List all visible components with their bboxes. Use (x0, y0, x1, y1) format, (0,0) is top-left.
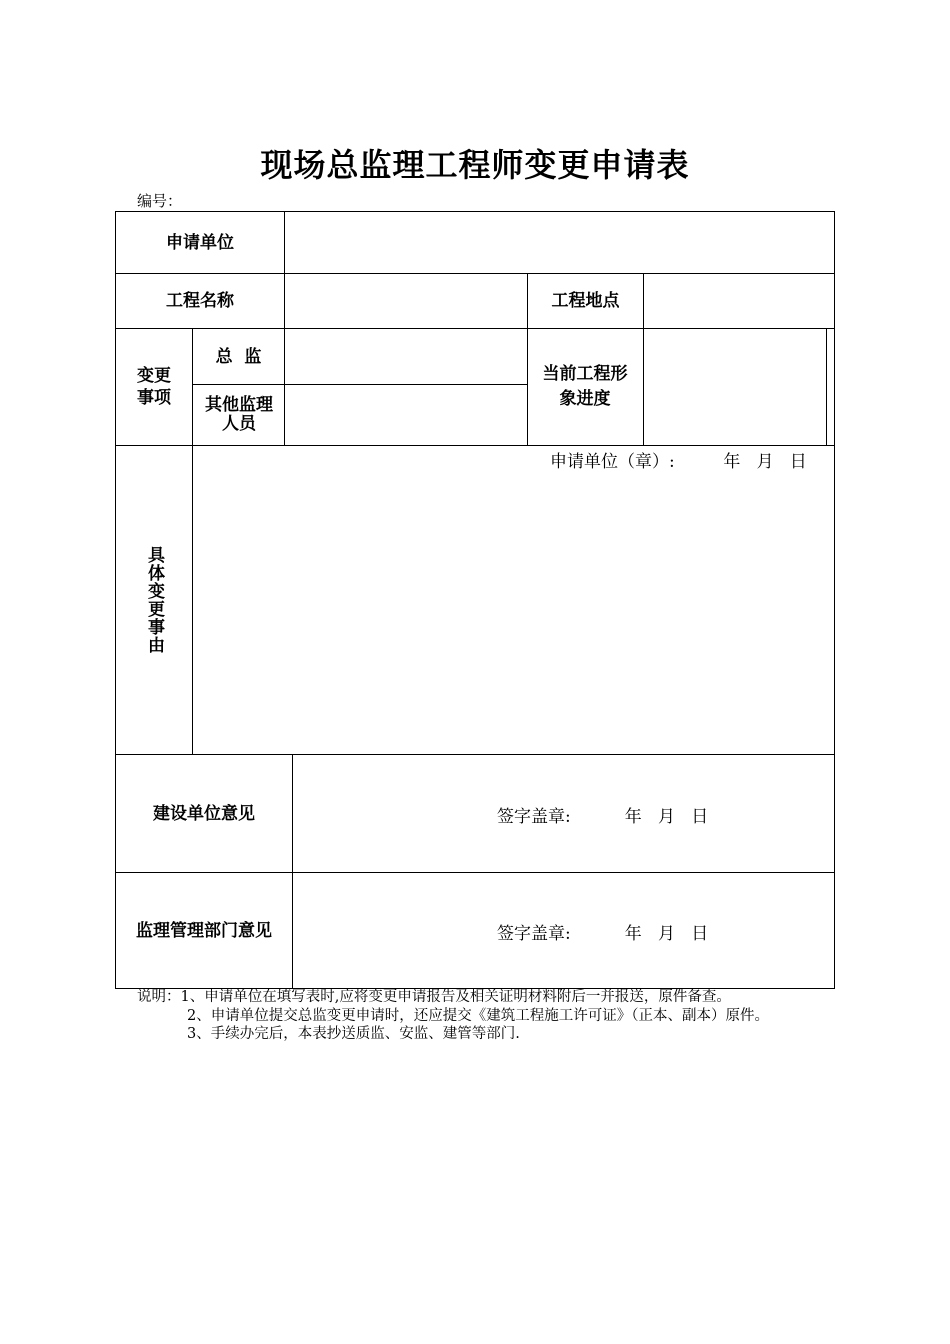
specific-reason-field[interactable] (193, 470, 834, 754)
project-location-label: 工程地点 (551, 291, 620, 311)
grid-line (826, 328, 827, 445)
project-location-field[interactable] (644, 274, 834, 328)
dept-signature-line: 签字盖章: 年 月 日 (497, 924, 709, 944)
applicant-unit-field[interactable] (285, 212, 834, 273)
note-line-2: 2、申请单位提交总监变更申请时，还应提交《建筑工程施工许可证》（正本、副本）原件。 (187, 1007, 769, 1024)
owner-signature-line: 签字盖章: 年 月 日 (497, 807, 709, 827)
change-items-label: 变更事项 (137, 366, 171, 408)
project-name-label: 工程名称 (166, 291, 234, 311)
applicant-stamp-line: 申请单位（章）: 年 月 日 (550, 452, 807, 472)
chief-supervisor-field[interactable] (285, 329, 527, 384)
grid-line (115, 445, 835, 446)
owner-opinion-label: 建设单位意见 (153, 803, 255, 824)
specific-reason-label: 具体变更事由 (144, 546, 164, 654)
dept-opinion-label: 监理管理部门意见 (136, 920, 272, 941)
document-number-label: 编号： (137, 192, 183, 210)
applicant-unit-label: 申请单位 (166, 232, 234, 253)
project-name-field[interactable] (285, 274, 527, 328)
notes-section (137, 988, 817, 1044)
current-progress-field[interactable] (644, 329, 826, 445)
page-title: 现场总监理工程师变更申请表 (260, 146, 690, 184)
other-supervisors-field[interactable] (285, 385, 527, 445)
note-line-1: 说明：1、申请单位在填写表时,应将变更申请报告及相关证明材料附后一并报送，原件备查。 (137, 989, 731, 1005)
other-supervisors-label: 其他监理人员 (205, 395, 273, 434)
note-line-3: 3、手续办完后，本表抄送质监、安监、建管等部门. (187, 1026, 520, 1042)
chief-supervisor-label: 总 监 (215, 346, 262, 367)
grid-line (834, 211, 835, 989)
current-progress-label: 当前工程形象进度 (542, 364, 628, 409)
